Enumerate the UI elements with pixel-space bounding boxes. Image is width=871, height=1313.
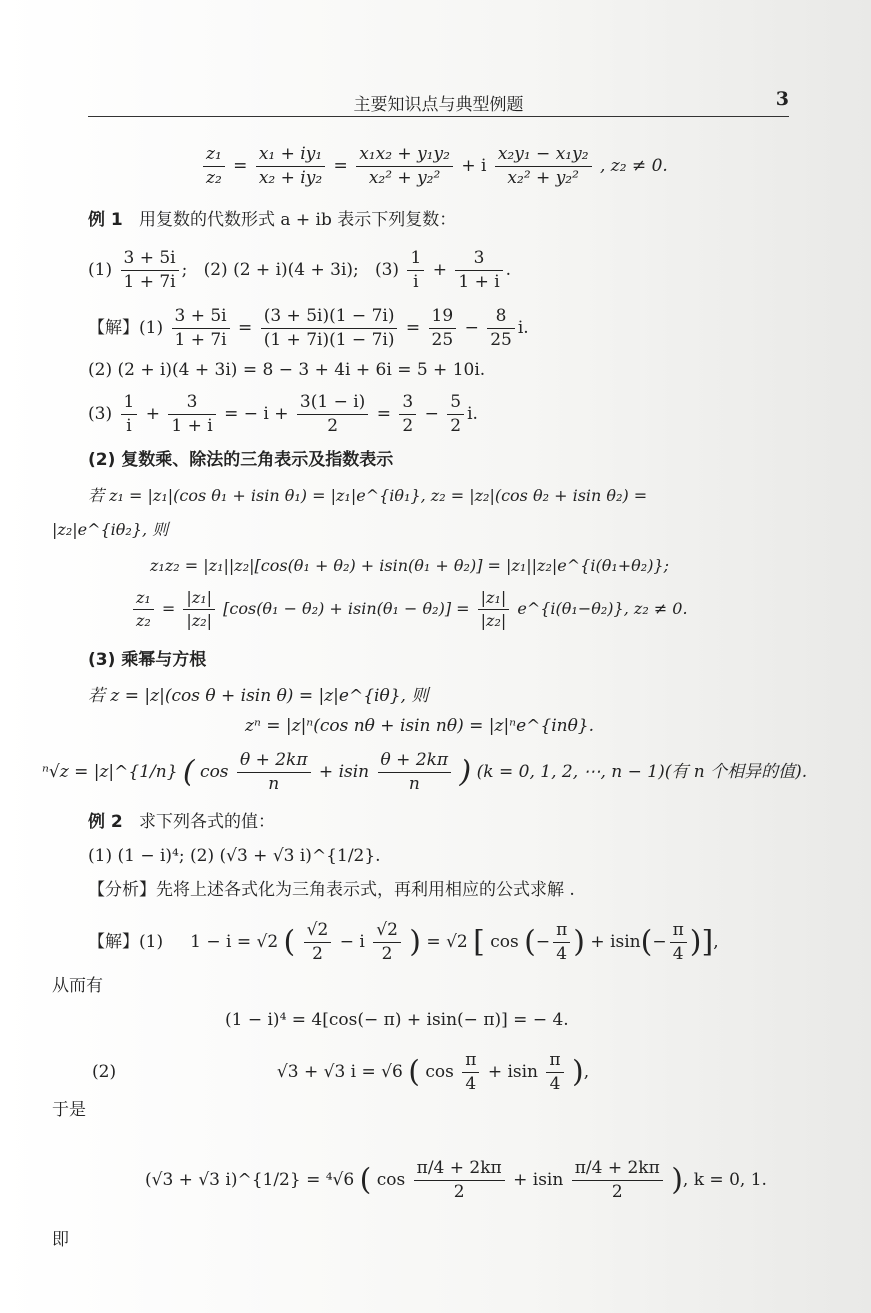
section-2-line-2: |z₂|e^{iθ₂}, 则: [52, 520, 169, 539]
solution-2-part-2: (2) √3 + √3 i = √6 ( cos $\frac{\pi}{4}$ + isin $\frac{\pi}{4}$ ),: [92, 1050, 590, 1094]
division-polar-formula: $\frac{\text{z₁}}{\text{z₂}}$ = $\frac{\text{|z₁|}}{\text{|z₂|}}$ [cos(θ₁ − θ₂) + isin(θ₁ − θ₂)] = $\frac{\text{|z₁|}}{\text{|z₂|}}$ e^{i(θ₁−θ₂)}, z₂ ≠ 0.: [130, 590, 688, 629]
page-number: 3: [775, 88, 789, 110]
section-2-heading: (2) 复数乘、除法的三角表示及指数表示: [88, 450, 394, 470]
section-3-line-1: 若 z = |z|(cos θ + isin θ) = |z|e^{iθ}, 则: [88, 686, 429, 706]
solution-1-part-2: (2) (2 + i)(4 + 3i) = 8 − 3 + 4i + 6i = 5 + 10i.: [88, 360, 486, 380]
section-3-heading: (3) 乘幂与方根: [88, 650, 207, 670]
header-title: 主要知识点与典型例题: [353, 95, 524, 115]
example-2-analysis: 【分析】先将上述各式化为三角表示式，再利用相应的公式求解 .: [88, 880, 575, 900]
root-formula: ⁿ√z = |z|^{1/n} ( cos $\frac{\theta + 2k\pi}{n}$ + isin $\frac{\theta + 2k\pi}{n}$ ) (k = 0, 1, 2, ⋯, n − 1)(有 n 个相异的值).: [42, 750, 808, 794]
yushi-label: 于是: [52, 1100, 86, 1120]
example-2-statement: 例 2 求下列各式的值：: [88, 812, 275, 832]
multiplication-formula: z₁z₂ = |z₁||z₂|[cos(θ₁ + θ₂) + isin(θ₁ + θ₂)] = |z₁||z₂|e^{i(θ₁+θ₂)};: [150, 556, 669, 575]
running-header: [88, 86, 789, 117]
solution-1-part-3: (3) $\frac{1}{i}$ + $\frac{3}{1 + i}$ = − i + $\frac{3(1 - i)}{2}$ = $\frac{3}{2}$ − $\frac{5}{2}$ i.: [88, 392, 478, 436]
example-1-parts: (1) $\frac{3 + 5i}{1 + 7i}$ ; (2) (2 + i)(4 + 3i); (3) $\frac{1}{i}$ + $\frac{3}{1 + i}$ .: [88, 248, 512, 292]
solution-2-root-formula: (√3 + √3 i)^{1/2} = ⁴√6 ( cos $\frac{\pi/4 + 2k\pi}{2}$ + isin $\frac{\pi/4 + 2k\pi}{2}$ ), k = 0, 1.: [145, 1158, 767, 1202]
section-2-line-1: 若 z₁ = |z₁|(cos θ₁ + isin θ₁) = |z₁|e^{iθ₁}, z₂ = |z₂|(cos θ₂ + isin θ₂) =: [88, 486, 648, 505]
division-formula: $\frac{\text{z₁}}{\text{z₂}}$ = $\frac{\text{x₁ + iy₁}}{\text{x₂ + iy₂}}$ = $\frac{\text{x₁x₂ + y₁y₂}}{\text{x₂² + y₂²}}$ + i $\frac{\text{x₂y₁ − x₁y₂}}{\text{x₂² + y₂²}}$ , z₂ ≠ 0.: [200, 146, 668, 187]
congerfer-label: 从而有: [52, 976, 103, 996]
solution-1-part-1: 【解】(1) $\frac{3 + 5i}{1 + 7i}$ = $\frac{(3 + 5i)(1 - 7i)}{(1 + 7i)(1 - 7i)}$ = $\frac{19}{25}$ − $\frac{8}{25}$ i.: [88, 306, 529, 350]
example-1-statement: 例 1 用复数的代数形式 a + ib 表示下列复数：: [88, 210, 457, 230]
example-2-parts: (1) (1 − i)⁴; (2) (√3 + √3 i)^{1/2}.: [88, 846, 381, 866]
solution-2-part-1: 【解】(1) 1 − i = √2 ( $\frac{√2}{2}$ − i $\frac{√2}{2}$ ) = √2 [ cos (− $\frac{\pi}{4}$ ) + isin(− $\frac{\pi}{4}$ )],: [88, 920, 719, 964]
power-formula: zⁿ = |z|ⁿ(cos nθ + isin nθ) = |z|ⁿe^{inθ}.: [245, 716, 595, 736]
solution-2-part-1-result: (1 − i)⁴ = 4[cos(− π) + isin(− π)] = − 4.: [225, 1010, 569, 1030]
ji-label: 即: [52, 1230, 69, 1250]
